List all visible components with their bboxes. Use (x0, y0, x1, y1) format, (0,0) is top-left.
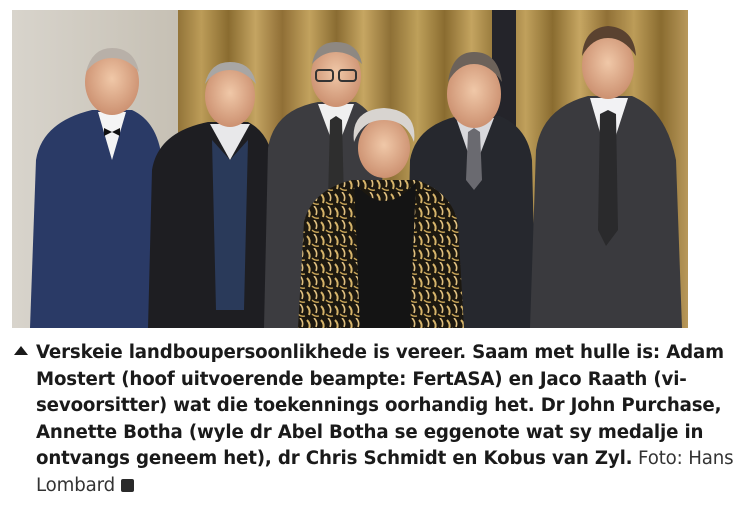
caption-line-4: Annette Botha (wyle dr Abel Botha se eggenote wat sy medalje in (36, 421, 704, 443)
triangle-up-icon (14, 346, 28, 355)
caption-line-1 (14, 340, 724, 367)
photo-caption (14, 340, 734, 499)
group-photo (12, 10, 688, 328)
caption-line-5 (14, 446, 734, 473)
photo-credit-name: Lombard (36, 474, 115, 496)
caption-line-3: sevoorsitter) wat die toekennings oorhandig het. Dr John Purchase, (36, 395, 722, 416)
caption-line-2: Mostert (hoof uitvoerende beampte: FertASA) en Jaco Raath (vi- (36, 368, 687, 390)
caption-line-6 (14, 473, 690, 500)
square-icon (121, 479, 134, 492)
caption-line-1-text: Verskeie landboupersoonlikhede is vereer. Saam met hulle is: Adam (36, 342, 724, 363)
group-photo-illustration (12, 10, 688, 328)
photo-credit: Foto: Hans (632, 448, 734, 469)
caption-line-5-text: ontvangs geneem het), dr Chris Schmidt en Kobus van Zyl. (36, 448, 633, 469)
